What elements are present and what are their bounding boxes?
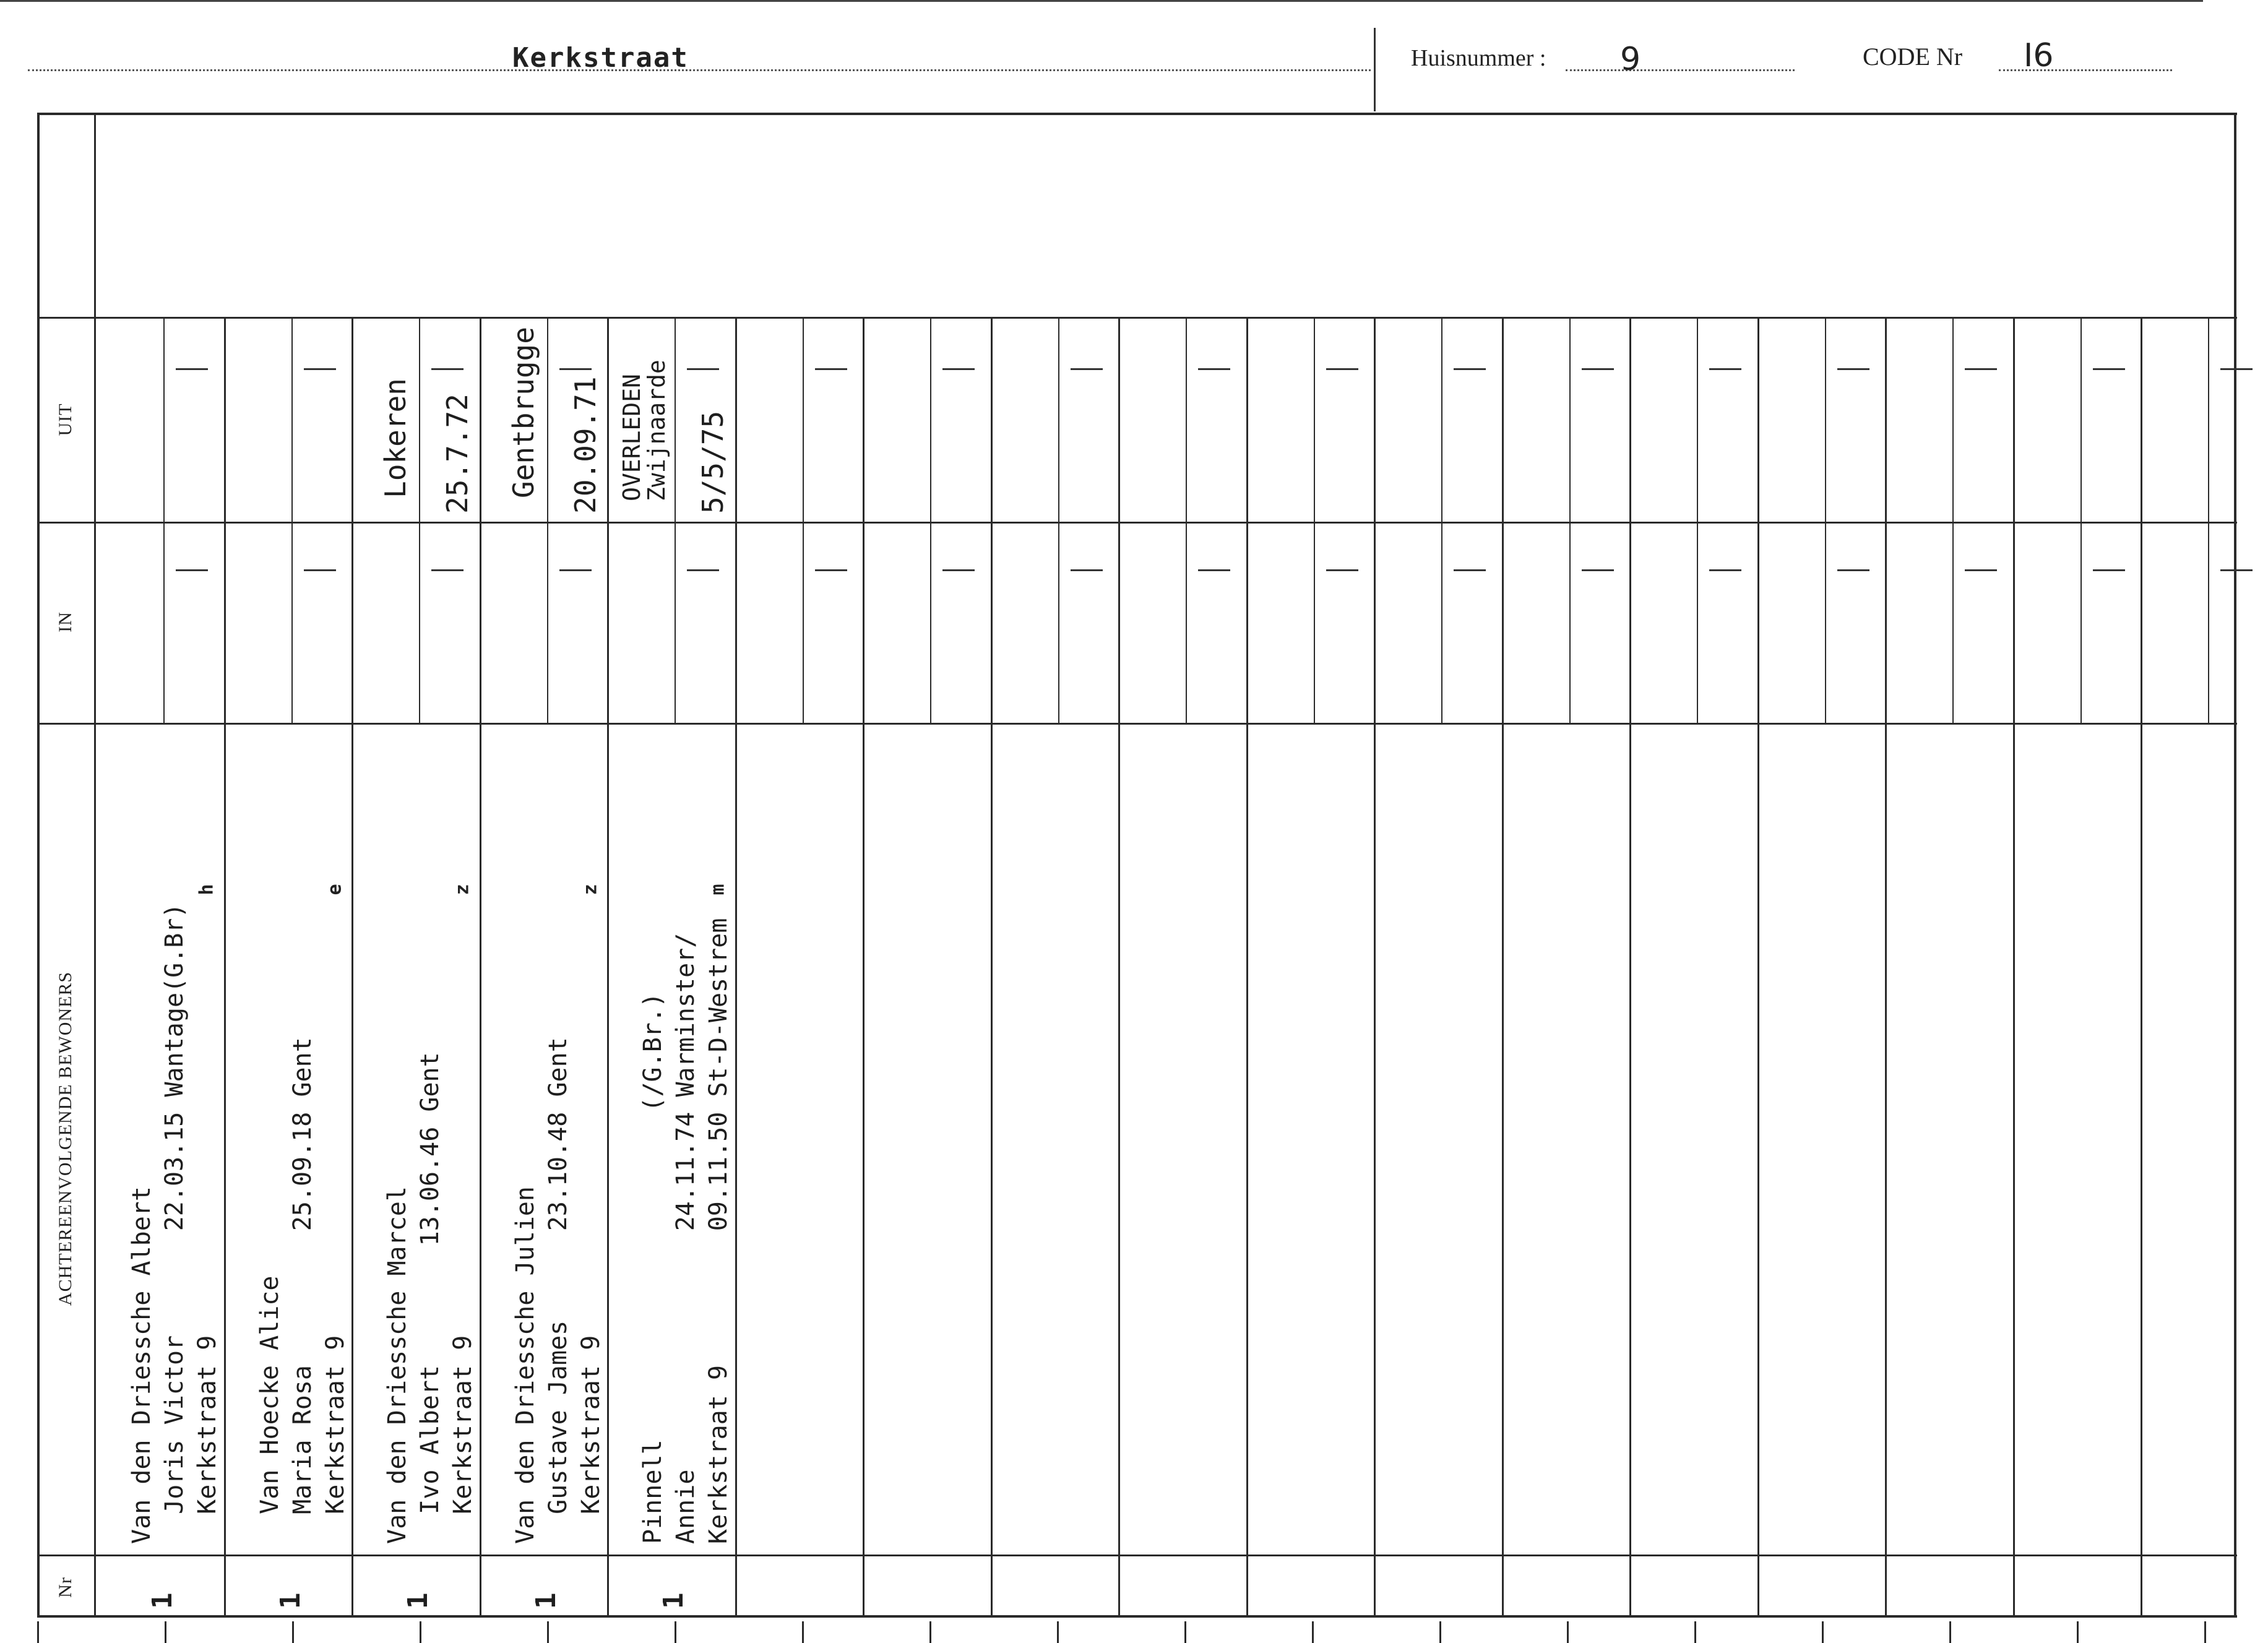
in-dash (687, 569, 719, 571)
rule-blank-uit (37, 317, 2237, 319)
record-mark: z (579, 884, 601, 895)
in-dash (1454, 569, 1486, 571)
column-divider (1374, 319, 1376, 1615)
record-number: 1 (658, 1592, 689, 1609)
uit-dash (1071, 368, 1103, 370)
column-divider (2013, 319, 2015, 1615)
uit-place: Lokeren (379, 378, 412, 498)
in-dash (1071, 569, 1103, 571)
uit-dash (1326, 368, 1358, 370)
uit-dash (2220, 368, 2253, 370)
sub-column-divider (1697, 319, 1698, 723)
frame-right (2234, 113, 2236, 1616)
uit-dash (942, 368, 975, 370)
in-dash (2220, 569, 2253, 571)
in-dash (815, 569, 847, 571)
resident-record: Van Hoecke Alice Maria Rosa 25.09.18 Gent Kerkstraat 9 (255, 1037, 350, 1514)
sub-column-divider (1825, 319, 1826, 723)
uit-dash (1837, 368, 1869, 370)
sub-column-divider (1314, 319, 1315, 723)
uit-dash (687, 368, 719, 370)
column-divider (1246, 319, 1248, 1615)
sub-column-divider (1186, 319, 1187, 723)
column-divider (1629, 319, 1631, 1615)
bottom-tick (1057, 1621, 1059, 1643)
column-divider (1118, 319, 1120, 1615)
sub-column-divider (2208, 319, 2209, 723)
bottom-tick (929, 1621, 931, 1643)
frame-bottom (37, 1615, 2237, 1618)
frame-left (37, 113, 40, 1616)
column-divider (2141, 319, 2142, 1615)
bottom-tick (1312, 1621, 1314, 1643)
bottom-tick (1822, 1621, 1824, 1643)
sub-column-divider (419, 319, 420, 723)
bottom-tick (1694, 1621, 1696, 1643)
in-dash (942, 569, 975, 571)
uit-dash (304, 368, 336, 370)
uit-dash (1198, 368, 1230, 370)
in-dash (2093, 569, 2125, 571)
column-divider (224, 319, 226, 1615)
resident-record: Van den Driessche Julien Gustave James 23.10.48 Gent Kerkstraat 9 (511, 1037, 605, 1544)
column-divider (991, 319, 993, 1615)
sub-column-divider (1569, 319, 1571, 723)
in-dash (304, 569, 336, 571)
bottom-tick (1439, 1621, 1441, 1643)
label-column-divider (94, 113, 96, 1616)
in-dash (1965, 569, 1997, 571)
column-divider (863, 319, 865, 1615)
sub-column-divider (2080, 319, 2082, 723)
record-mark: m (707, 884, 729, 895)
frame-top (37, 113, 2237, 115)
uit-date: 5/5/75 (696, 410, 730, 514)
in-dash (431, 569, 464, 571)
code-label: CODE Nr (1863, 43, 1963, 71)
rule-uit-in (37, 522, 2237, 524)
uit-place: OVERLEDEN Zwijnaarde (618, 360, 670, 501)
sub-column-divider (803, 319, 804, 723)
bottom-tick (547, 1621, 549, 1643)
in-dash (1326, 569, 1358, 571)
section-label-in: IN (55, 611, 75, 632)
uit-dash (1965, 368, 1997, 370)
uit-dash (431, 368, 464, 370)
in-dash (176, 569, 208, 571)
bottom-tick (802, 1621, 804, 1643)
in-dash (1582, 569, 1614, 571)
uit-dash (815, 368, 847, 370)
bottom-tick (1184, 1621, 1186, 1643)
column-divider (480, 319, 481, 1615)
record-mark: z (451, 884, 473, 895)
resident-record: Van den Driessche Albert Joris Victor 22.03.15 Wantage(G.Br) Kerkstraat 9 (127, 903, 222, 1544)
column-divider (1757, 319, 1759, 1615)
in-dash (1709, 569, 1741, 571)
section-label-nr: Nr (55, 1577, 75, 1598)
bottom-tick (37, 1621, 39, 1643)
huisnummer-label: Huisnummer : (1411, 45, 1546, 71)
uit-dash (1709, 368, 1741, 370)
bottom-tick (165, 1621, 166, 1643)
sub-column-divider (1058, 319, 1059, 723)
column-divider (735, 319, 737, 1615)
record-number: 1 (402, 1592, 434, 1609)
column-divider (1502, 319, 1504, 1615)
sub-column-divider (291, 319, 293, 723)
sub-column-divider (547, 319, 548, 723)
uit-dash (2093, 368, 2125, 370)
in-dash (1198, 569, 1230, 571)
column-divider (1885, 319, 1887, 1615)
record-number: 1 (274, 1592, 306, 1609)
rule-bewoners-nr (37, 1555, 2237, 1556)
in-dash (559, 569, 592, 571)
uit-date: 25.7.72 (441, 394, 474, 514)
bottom-tick (1567, 1621, 1569, 1643)
rule-in-bewoners (37, 723, 2237, 725)
record-mark: h (196, 884, 218, 895)
huisnummer-value: 9 (1620, 41, 1641, 78)
code-value: I6 (2024, 37, 2054, 74)
sub-column-divider (1441, 319, 1442, 723)
uit-dash (1582, 368, 1614, 370)
uit-place: Gentbrugge (506, 327, 540, 498)
bottom-tick (420, 1621, 421, 1643)
sub-column-divider (930, 319, 931, 723)
bottom-tick (675, 1621, 676, 1643)
resident-record: Van den Driessche Marcel Ivo Albert 13.06.46 Gent Kerkstraat 9 (383, 1052, 477, 1544)
bottom-tick (292, 1621, 294, 1643)
record-number: 1 (147, 1592, 178, 1609)
uit-dash (559, 368, 592, 370)
sub-column-divider (1952, 319, 1954, 723)
resident-record: Pinnell (/G.Br.) Annie 24.11.74 Warminster/ Kerkstraat 9 09.11.50 St-D-Westrem (639, 918, 733, 1544)
sub-column-divider (675, 319, 676, 723)
uit-date: 20.09.71 (568, 376, 602, 514)
in-dash (1837, 569, 1869, 571)
bottom-tick (1949, 1621, 1951, 1643)
record-mark: e (324, 884, 346, 895)
uit-dash (176, 368, 208, 370)
section-label-uit: UIT (55, 403, 75, 436)
bottom-tick (2077, 1621, 2079, 1643)
record-number: 1 (530, 1592, 562, 1609)
uit-dash (1454, 368, 1486, 370)
street-name: Kerkstraat (512, 42, 689, 74)
sub-column-divider (163, 319, 165, 723)
section-label-bewoners: ACHTEREENVOLGENDE BEWONERS (55, 971, 75, 1306)
bottom-tick (2204, 1621, 2206, 1643)
